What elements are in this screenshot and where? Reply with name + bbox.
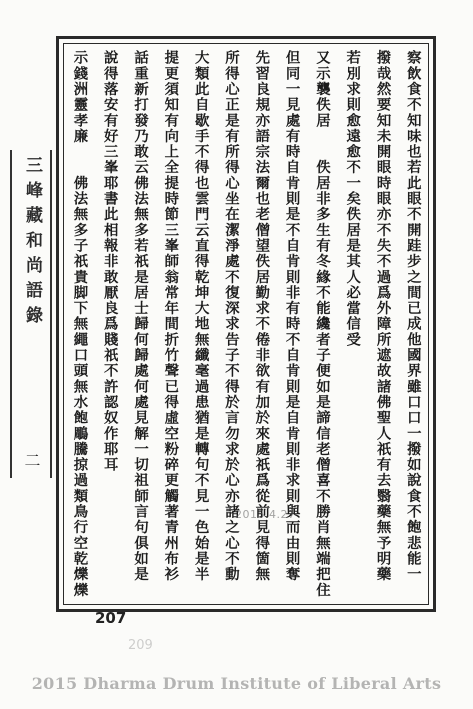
text-column: 提更須知有向上全提時節三峯師翁常年間折竹聲已得虛空粉碎更觸著青州布衫 — [162, 50, 180, 583]
text-column: 先習良規亦語宗法爾也老僧望佚居勤求不倦非欲有加於來處祇爲從前見得箇無 — [253, 50, 271, 583]
text-column: 大類此自歇手不得也雲門云直得乾坤大地無纖毫過患猶是轉句不見一色始是半 — [192, 50, 210, 583]
text-column: 說得落安有好三峯耶書此相報非敢厭良爲賤祇不許認奴作耶耳 — [101, 50, 119, 473]
text-column: 示錢洲靈孝廉 佛法無多子祇貴脚下無繩口頭無水飽鵰騰掠過類鳥行空乾爍爍 — [71, 50, 89, 598]
date-stamp: 2015.4.27 — [235, 508, 296, 521]
text-column: 若別求則愈遠愈不一矣佚居是其人必當信受 — [344, 50, 362, 348]
text-column: 話重新打發乃敢云佛法無多若祇是居士歸何歸處何處見解一切祖師言句俱如是 — [132, 50, 150, 583]
text-column: 又示襲佚居 佚居非多生有冬緣不能纔者子便如是諦信老僧喜不勝肖無端把住 — [313, 50, 331, 598]
spine-title: 三峰藏和尚語錄 — [22, 156, 42, 331]
text-column: 撥哉然要知未開眼時眼亦不失不過爲外障所遮故諸佛聖人祇有去翳藥無予明藥 — [374, 50, 392, 583]
text-column: 所得心正是有所得心坐在潔淨處不復深求告子不得於言勿求於心亦諸之心不動 — [222, 50, 240, 583]
spine-page-marker: 二 — [22, 452, 41, 468]
page-number: 207 — [95, 609, 127, 627]
page-frame — [56, 36, 436, 612]
book-spine — [10, 150, 52, 478]
text-column: 察飲食不知味也若此眼不開跬步之間已成他國界雖口口一撥如說食不飽悲能一 — [404, 50, 422, 583]
copyright-footer: 2015 Dharma Drum Institute of Liberal Arts — [31, 674, 442, 693]
bleed-through-page-number: 209 — [128, 638, 153, 653]
text-column: 但同一見處有時自肯則是不自肯則非有時不自肯則是自肯則非求則與而由則奪 — [283, 50, 301, 583]
